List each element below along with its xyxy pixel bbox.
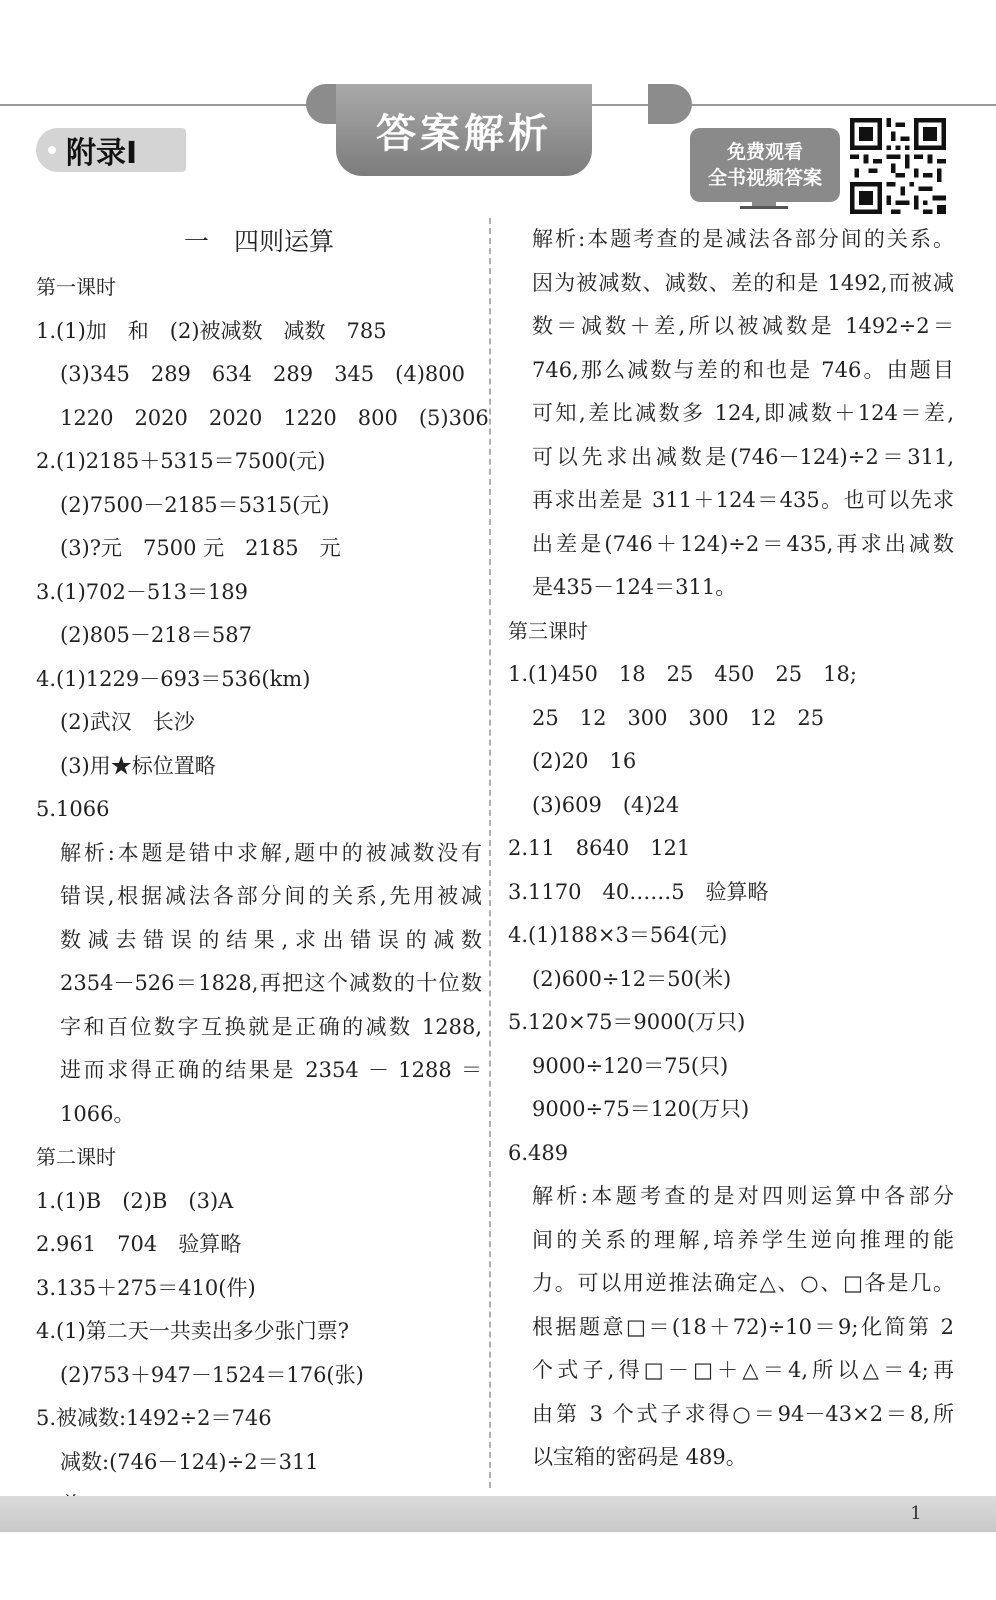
section-title: 一 四则运算 xyxy=(183,227,334,256)
answer-line: 5.120×75＝9000(万只) xyxy=(508,1010,746,1034)
page-number: 1 xyxy=(910,1503,922,1524)
answer-line: 2.11 8640 121 xyxy=(508,836,691,860)
answer-line: 4.(1)188×3＝564(元) xyxy=(508,923,728,947)
appendix-label: 附录Ⅰ xyxy=(66,136,138,171)
answer-line: 出差是(746＋124)÷2＝435,再求出减数 xyxy=(532,531,954,556)
answer-line: 2.961 704 验算略 xyxy=(36,1232,242,1256)
answer-line: 进而求得正确的结果是 2354 － 1288 ＝ xyxy=(60,1058,482,1082)
monitor-base xyxy=(740,206,788,209)
answer-line: 1220 2020 2020 1220 800 (5)306 xyxy=(60,405,489,430)
qr-code-icon[interactable] xyxy=(850,118,946,214)
answer-line: 解析:本题是错中求解,题中的被减数没有 xyxy=(60,840,482,865)
answer-line: 5.1066 xyxy=(36,797,110,821)
column-divider xyxy=(489,218,491,1488)
answer-line: 因为被减数、减数、差的和是 1492,而被减 xyxy=(532,270,954,295)
answer-line: (3)345 289 634 289 345 (4)800 xyxy=(60,362,465,386)
answer-line: 9000÷120＝75(只) xyxy=(532,1053,729,1078)
lesson-heading: 第一课时 xyxy=(36,275,116,299)
title-wing-right xyxy=(648,84,692,124)
answer-line: 是435－124＝311。 xyxy=(532,575,737,599)
answer-line: 数减去错误的结果,求出错误的减数 xyxy=(60,927,482,952)
answer-line: 个式子,得□－□＋△＝4,所以△＝4;再 xyxy=(532,1358,954,1382)
answer-line: 1.(1)加 和 (2)被减数 减数 785 xyxy=(36,318,387,343)
video-badge-line-2: 全书视频答案 xyxy=(707,167,822,189)
answer-line: (3)609 (4)24 xyxy=(532,792,680,817)
answer-line: 3.135＋275＝410(件) xyxy=(36,1275,256,1300)
bullet-dot-icon xyxy=(48,146,56,154)
lesson-heading: 第三课时 xyxy=(508,618,588,643)
answer-line: 解析:本题考查的是对四则运算中各部分 xyxy=(532,1184,954,1208)
answer-line: 间的关系的理解,培养学生逆向推理的能 xyxy=(532,1227,954,1252)
answer-line: (2)20 16 xyxy=(532,749,637,773)
answer-line: 5.被减数:1492÷2＝746 xyxy=(36,1406,272,1430)
answer-line: (2)805－218＝587 xyxy=(60,623,252,647)
answer-line: 4.(1)1229－693＝536(km) xyxy=(36,666,311,691)
answer-line: 25 12 300 300 12 25 xyxy=(532,705,825,730)
answer-line: 字和百位数字互换就是正确的减数 1288, xyxy=(60,1014,482,1039)
answer-line: (2)武汉 长沙 xyxy=(60,710,195,734)
answer-line: 3.1170 40……5 验算略 xyxy=(508,879,769,904)
answer-line: 再求出差是 311＋124＝435。也可以先求 xyxy=(532,488,954,512)
left-column xyxy=(36,218,489,1528)
answer-line: 1.(1)450 18 25 450 25 18; xyxy=(508,662,857,686)
answer-line: 力。可以用逆推法确定△、○、□各是几。 xyxy=(532,1271,954,1295)
answer-line: 746,那么减数与差的和也是 746。由题目 xyxy=(532,357,954,382)
answer-line: 6.489 xyxy=(508,1140,569,1165)
answer-line: 可知,差比减数多 124,即减数＋124＝差, xyxy=(532,401,954,425)
answer-line: 3.(1)702－513＝189 xyxy=(36,579,249,604)
answer-line: 2354－526＝1828,再把这个减数的十位数 xyxy=(60,971,482,995)
video-answer-badge[interactable] xyxy=(690,128,840,202)
lesson-heading: 第二课时 xyxy=(36,1145,116,1169)
answer-line: 1.(1)B (2)B (3)A xyxy=(36,1188,234,1213)
left-answer-lines xyxy=(36,266,489,1528)
answer-line: 4.(1)第二天一共卖出多少张门票? xyxy=(36,1319,350,1343)
right-answer-lines xyxy=(508,218,954,1480)
answer-line: 解析:本题考查的是减法各部分间的关系。 xyxy=(532,227,954,251)
footer-band xyxy=(0,1496,996,1532)
answer-line: 数＝减数＋差,所以被减数是 1492÷2＝ xyxy=(532,314,954,338)
answer-line: 由第 3 个式子求得○＝94－43×2＝8,所 xyxy=(532,1401,954,1426)
answer-line: 9000÷75＝120(万只) xyxy=(532,1097,750,1121)
answer-line: (2)753＋947－1524＝176(张) xyxy=(60,1362,364,1387)
right-column xyxy=(508,218,954,1480)
answer-line: 以宝箱的密码是 489。 xyxy=(532,1445,747,1469)
answer-line: (2)600÷12＝50(米) xyxy=(532,966,732,991)
answer-line: 2.(1)2185＋5315＝7500(元) xyxy=(36,449,326,473)
answer-line: (2)7500－2185＝5315(元) xyxy=(60,492,330,517)
page-title: 答案解析 xyxy=(336,84,592,176)
appendix-tab xyxy=(36,128,186,172)
answer-line: 可以先求出减数是(746－124)÷2＝311, xyxy=(532,444,954,469)
answer-line: 1066。 xyxy=(60,1101,135,1126)
answer-line: 错误,根据减法各部分间的关系,先用被减 xyxy=(60,884,482,908)
answer-line: (3)用★标位置略 xyxy=(60,753,216,778)
answer-line: 根据题意□＝(18＋72)÷10＝9;化简第 2 xyxy=(532,1314,954,1339)
answer-line: 减数:(746－124)÷2＝311 xyxy=(60,1449,319,1474)
video-badge-line-1: 免费观看 xyxy=(726,141,803,163)
answer-line: (3)?元 7500 元 2185 元 xyxy=(60,536,341,560)
